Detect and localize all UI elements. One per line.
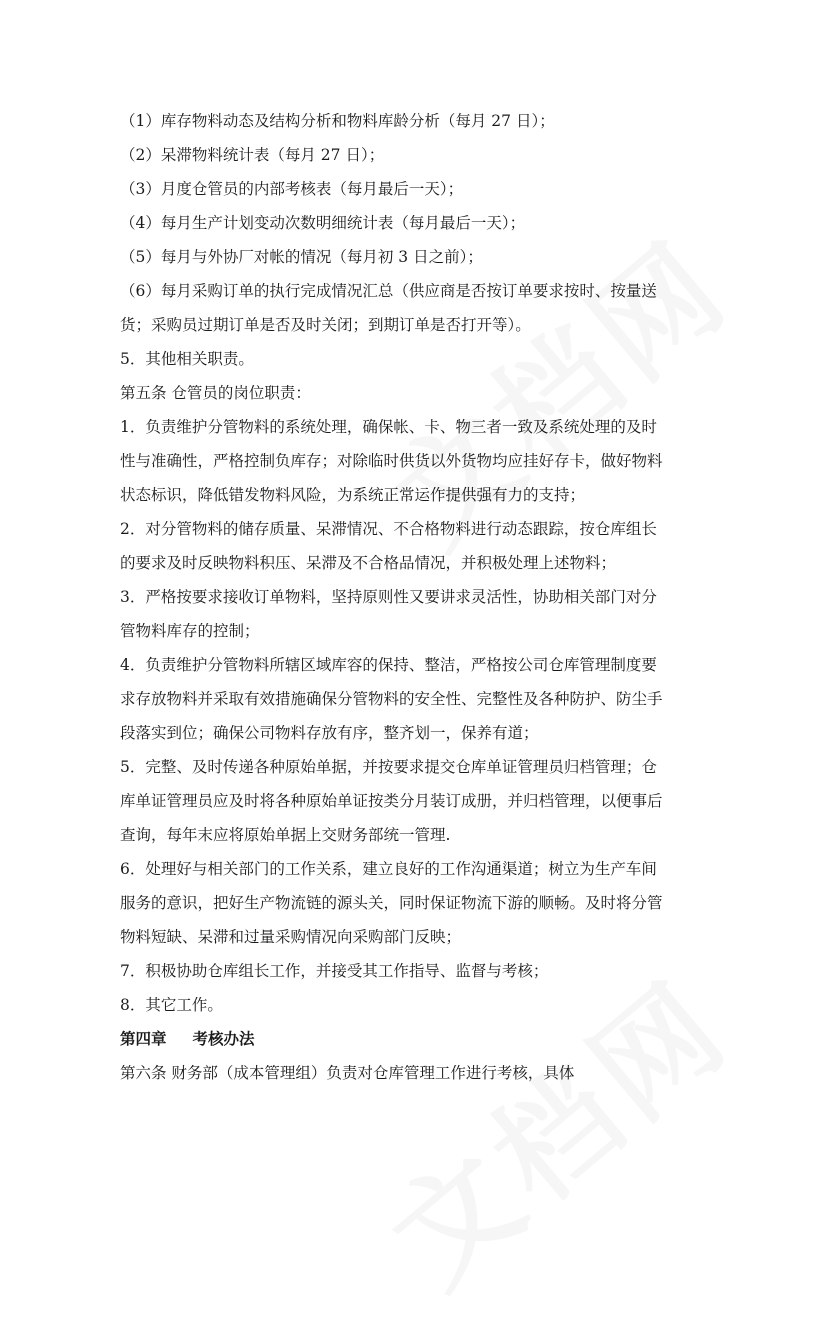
text-line: 求存放物料并采取有效措施确保分管物料的安全性、完整性及各种防护、防尘手 [120, 690, 663, 708]
text-line: 的要求及时反映物料积压、呆滞及不合格品情况，并积极处理上述物料； [120, 554, 617, 572]
text-line: 5．其他相关职责。 [120, 350, 254, 368]
text-line: 3．严格按要求接收订单物料，坚持原则性又要讲求灵活性，协助相关部门对分 [120, 588, 657, 606]
text-line: （5）每月与外协厂对帐的情况（每月初 3 日之前）； [120, 248, 483, 266]
text-line: 5．完整、及时传递各种原始单据，并按要求提交仓库单证管理员归档管理；仓 [120, 758, 657, 776]
chapter-title: 考核办法 [192, 1030, 255, 1048]
text-line: 7．积极协助仓库组长工作，并接受其工作指导、监督与考核； [120, 962, 549, 980]
chapter-heading [120, 1022, 720, 1056]
text-line: 4．负责维护分管物料所辖区域库容的保持、整洁，严格按公司仓库管理制度要 [120, 656, 657, 674]
text-line: 物料短缺、呆滞和过量采购情况向采购部门反映； [120, 928, 462, 946]
text-line: （4）每月生产计划变动次数明细统计表（每月最后一天）； [120, 214, 526, 232]
document-body [120, 104, 720, 1090]
text-line: 1．负责维护分管物料的系统处理，确保帐、卡、物三者一致及系统处理的及时 [120, 418, 657, 436]
text-line: 性与准确性，严格控制负库存；对除临时供货以外货物均应挂好存卡，做好物料 [120, 452, 663, 470]
article-heading: 第五条 仓管员的岗位职责： [120, 384, 311, 402]
text-line: 6．处理好与相关部门的工作关系，建立良好的工作沟通渠道；树立为生产车间 [120, 860, 657, 878]
text-line: 段落实到位；确保公司物料存放有序，整齐划一，保养有道； [120, 724, 539, 742]
article-heading: 第六条 财务部（成本管理组）负责对仓库管理工作进行考核，具体 [120, 1064, 575, 1082]
text-line: （6）每月采购订单的执行完成情况汇总（供应商是否按订单要求按时、按量送 [120, 282, 657, 300]
text-line: （1）库存物料动态及结构分析和物料库龄分析（每月 27 日）； [120, 112, 555, 130]
text-line: 库单证管理员应及时将各种原始单证按类分月装订成册，并归档管理，以便事后 [120, 792, 663, 810]
text-line: （2）呆滞物料统计表（每月 27 日）； [120, 146, 385, 164]
text-line: 服务的意识，把好生产物流链的源头关，同时保证物流下游的顺畅。及时将分管 [120, 894, 663, 912]
text-line: 8．其它工作。 [120, 996, 223, 1014]
text-line: 2．对分管物料的储存质量、呆滞情况、不合格物料进行动态跟踪，按仓库组长 [120, 520, 657, 538]
text-line: （3）月度仓管员的内部考核表（每月最后一天）； [120, 180, 464, 198]
text-line: 货；采购员过期订单是否及时关闭；到期订单是否打开等）。 [120, 316, 531, 334]
text-line: 状态标识，降低错发物料风险，为系统正常运作提供强有力的支持； [120, 486, 586, 504]
chapter-number: 第四章 [120, 1030, 167, 1048]
text-line: 管物料库存的控制； [120, 622, 260, 640]
text-line: 查询，每年末应将原始单据上交财务部统一管理. [120, 826, 451, 844]
